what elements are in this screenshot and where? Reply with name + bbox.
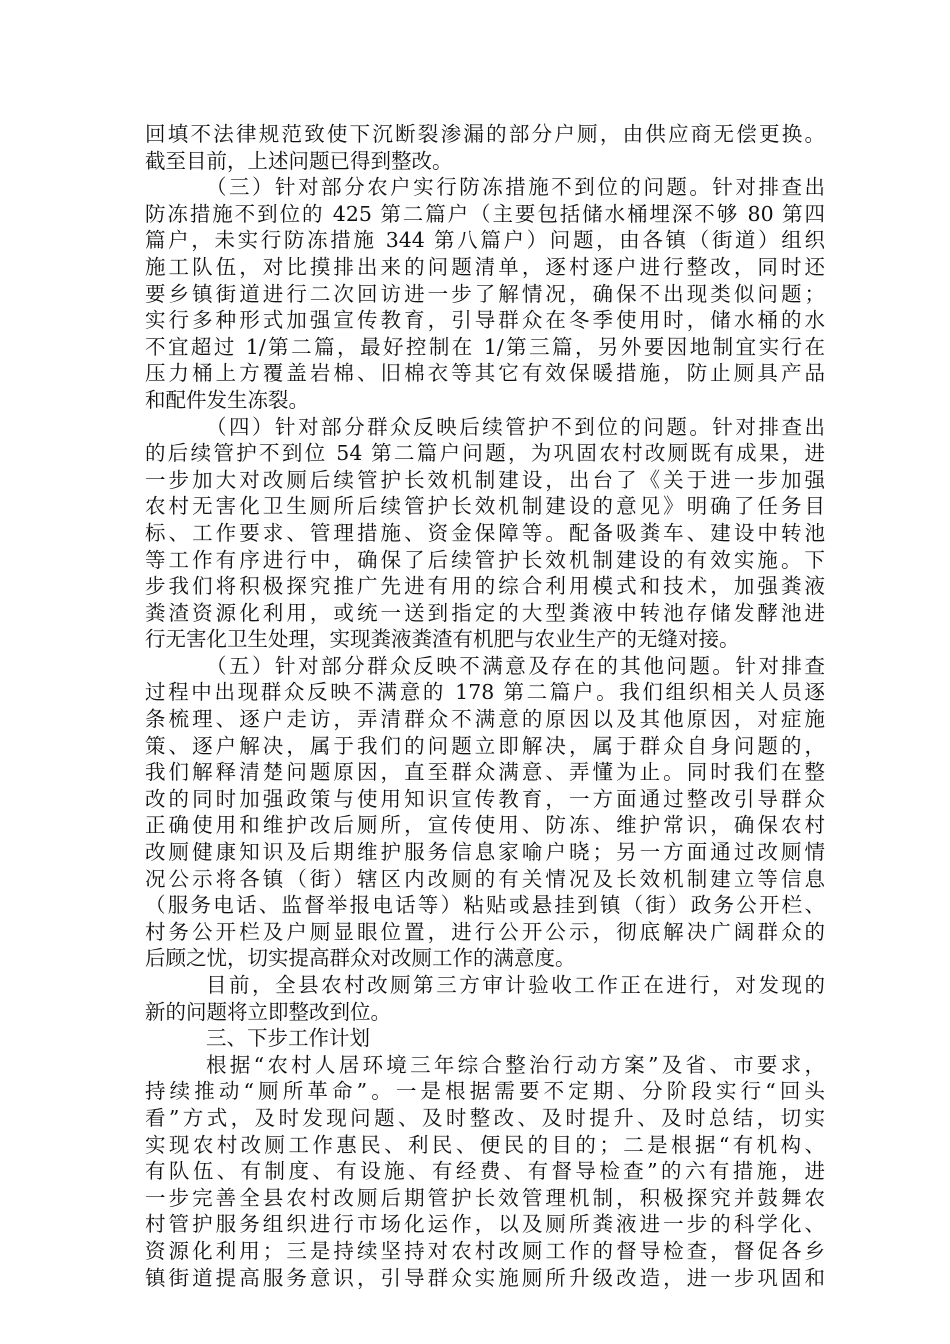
text-line: （四）针对部分群众反映后续管护不到位的问题。针对排查出 [206,414,825,439]
text-line: 农村无害化卫生厕所后续管护长效机制建设的意见》明确了任务目 [145,494,825,519]
text-line: 条梳理、逐户走访，弄清群众不满意的原因以及其他原因，对症施 [145,707,825,732]
text-line: 镇街道提高服务意识，引导群众实施厕所升级改造，进一步巩固和 [145,1265,825,1290]
text-line: 一步加大对改厕后续管护长效机制建设，出台了《关于进一步加强 [145,467,825,492]
text-line: 压力桶上方覆盖岩棉、旧棉衣等其它有效保暖措施，防止厕具产品 [145,361,825,386]
text-line: 新的问题将立即整改到位。 [145,999,391,1024]
text-line: 回填不法律规范致使下沉断裂渗漏的部分户厕，由供应商无偿更换。 [145,122,825,146]
text-line: 正确使用和维护改后厕所，宣传使用、防冻、维护常识，确保农村 [145,813,825,838]
text-line: 行无害化卫生处理，实现粪液粪渣有机肥与农业生产的无缝对接。 [145,627,740,652]
text-line: 一步完善全县农村改厕后期管护长效管理机制，积极探究并鼓舞农 [145,1185,825,1210]
text-line: 看”方式，及时发现问题、及时整改、及时提升、及时总结，切实 [145,1105,825,1130]
text-line: 步我们将积极探究推广先进有用的综合利用模式和技术，加强粪液 [145,574,825,599]
text-line: 根据“农村人居环境三年综合整治行动方案”及省、市要求， [206,1052,825,1077]
text-line: （服务电话、监督举报电话等）粘贴或悬挂到镇（街）政务公开栏、 [145,893,825,918]
text-line: 改的同时加强政策与使用知识宣传教育，一方面通过整改引导群众 [145,786,825,811]
text-line: 粪渣资源化利用，或统一送到指定的大型粪液中转池存储发酵池进 [145,600,825,625]
text-line: 三、下步工作计划 [206,1026,370,1051]
document-body [145,121,825,1291]
text-line: 有队伍、有制度、有设施、有经费、有督导检查”的六有措施，进 [145,1159,825,1184]
text-line: 资源化利用；三是持续坚持对农村改厕工作的督导检查，督促各乡 [145,1238,825,1263]
text-line: 实行多种形式加强宣传教育，引导群众在冬季使用时，储水桶的水 [145,308,825,333]
text-line: 防冻措施不到位的 425 第二篇户（主要包括储水桶埋深不够 80 第四 [145,201,825,226]
text-line: 改厕健康知识及后期维护服务信息家喻户晓；另一方面通过改厕情 [145,840,825,865]
text-line: 实现农村改厕工作惠民、利民、便民的目的；二是根据“有机构、 [145,1132,825,1157]
text-line: 我们解释清楚问题原因，直至群众满意、弄懂为止。同时我们在整 [145,760,825,785]
text-line: （五）针对部分群众反映不满意及存在的其他问题。针对排查 [206,653,825,678]
text-line: 截至目前，上述问题已得到整改。 [145,148,453,173]
text-line: 村管护服务组织进行市场化运作，以及厕所粪液进一步的科学化、 [145,1212,825,1237]
text-line: 持续推动“厕所革命”。一是根据需要不定期、分阶段实行“回头 [145,1079,825,1104]
text-line: 后顾之忧，切实提高群众对改厕工作的满意度。 [145,946,576,971]
text-line: 施工队伍，对比摸排出来的问题清单，逐村逐户进行整改，同时还 [145,254,825,279]
text-line: 过程中出现群众反映不满意的 178 第二篇户。我们组织相关人员逐 [145,680,825,705]
text-line: 等工作有序进行中，确保了后续管护长效机制建设的有效实施。下 [145,547,825,572]
text-line: 标、工作要求、管理措施、资金保障等。配备吸粪车、建设中转池 [145,520,825,545]
text-line: 策、逐户解决，属于我们的问题立即解决，属于群众自身问题的， [145,733,825,758]
text-line: 不宜超过 1/第二篇，最好控制在 1/第三篇，另外要因地制宜实行在 [145,334,825,359]
text-line: 篇户，未实行防冻措施 344 第八篇户）问题，由各镇（街道）组织 [145,228,825,253]
text-line: 目前，全县农村改厕第三方审计验收工作正在进行，对发现的 [206,973,825,997]
text-line: （三）针对部分农户实行防冻措施不到位的问题。针对排查出 [206,175,825,200]
text-line: 的后续管护不到位 54 第二篇户问题，为巩固农村改厕既有成果，进 [145,441,825,466]
text-line: 况公示将各镇（街）辖区内改厕的有关情况及长效机制建立等信息 [145,866,825,891]
text-line: 村务公开栏及户厕显眼位置，进行公开公示，彻底解决广阔群众的 [145,919,825,944]
text-line: 和配件发生冻裂。 [145,387,309,412]
text-line: 要乡镇街道进行二次回访进一步了解情况，确保不出现类似问题； [145,281,825,306]
